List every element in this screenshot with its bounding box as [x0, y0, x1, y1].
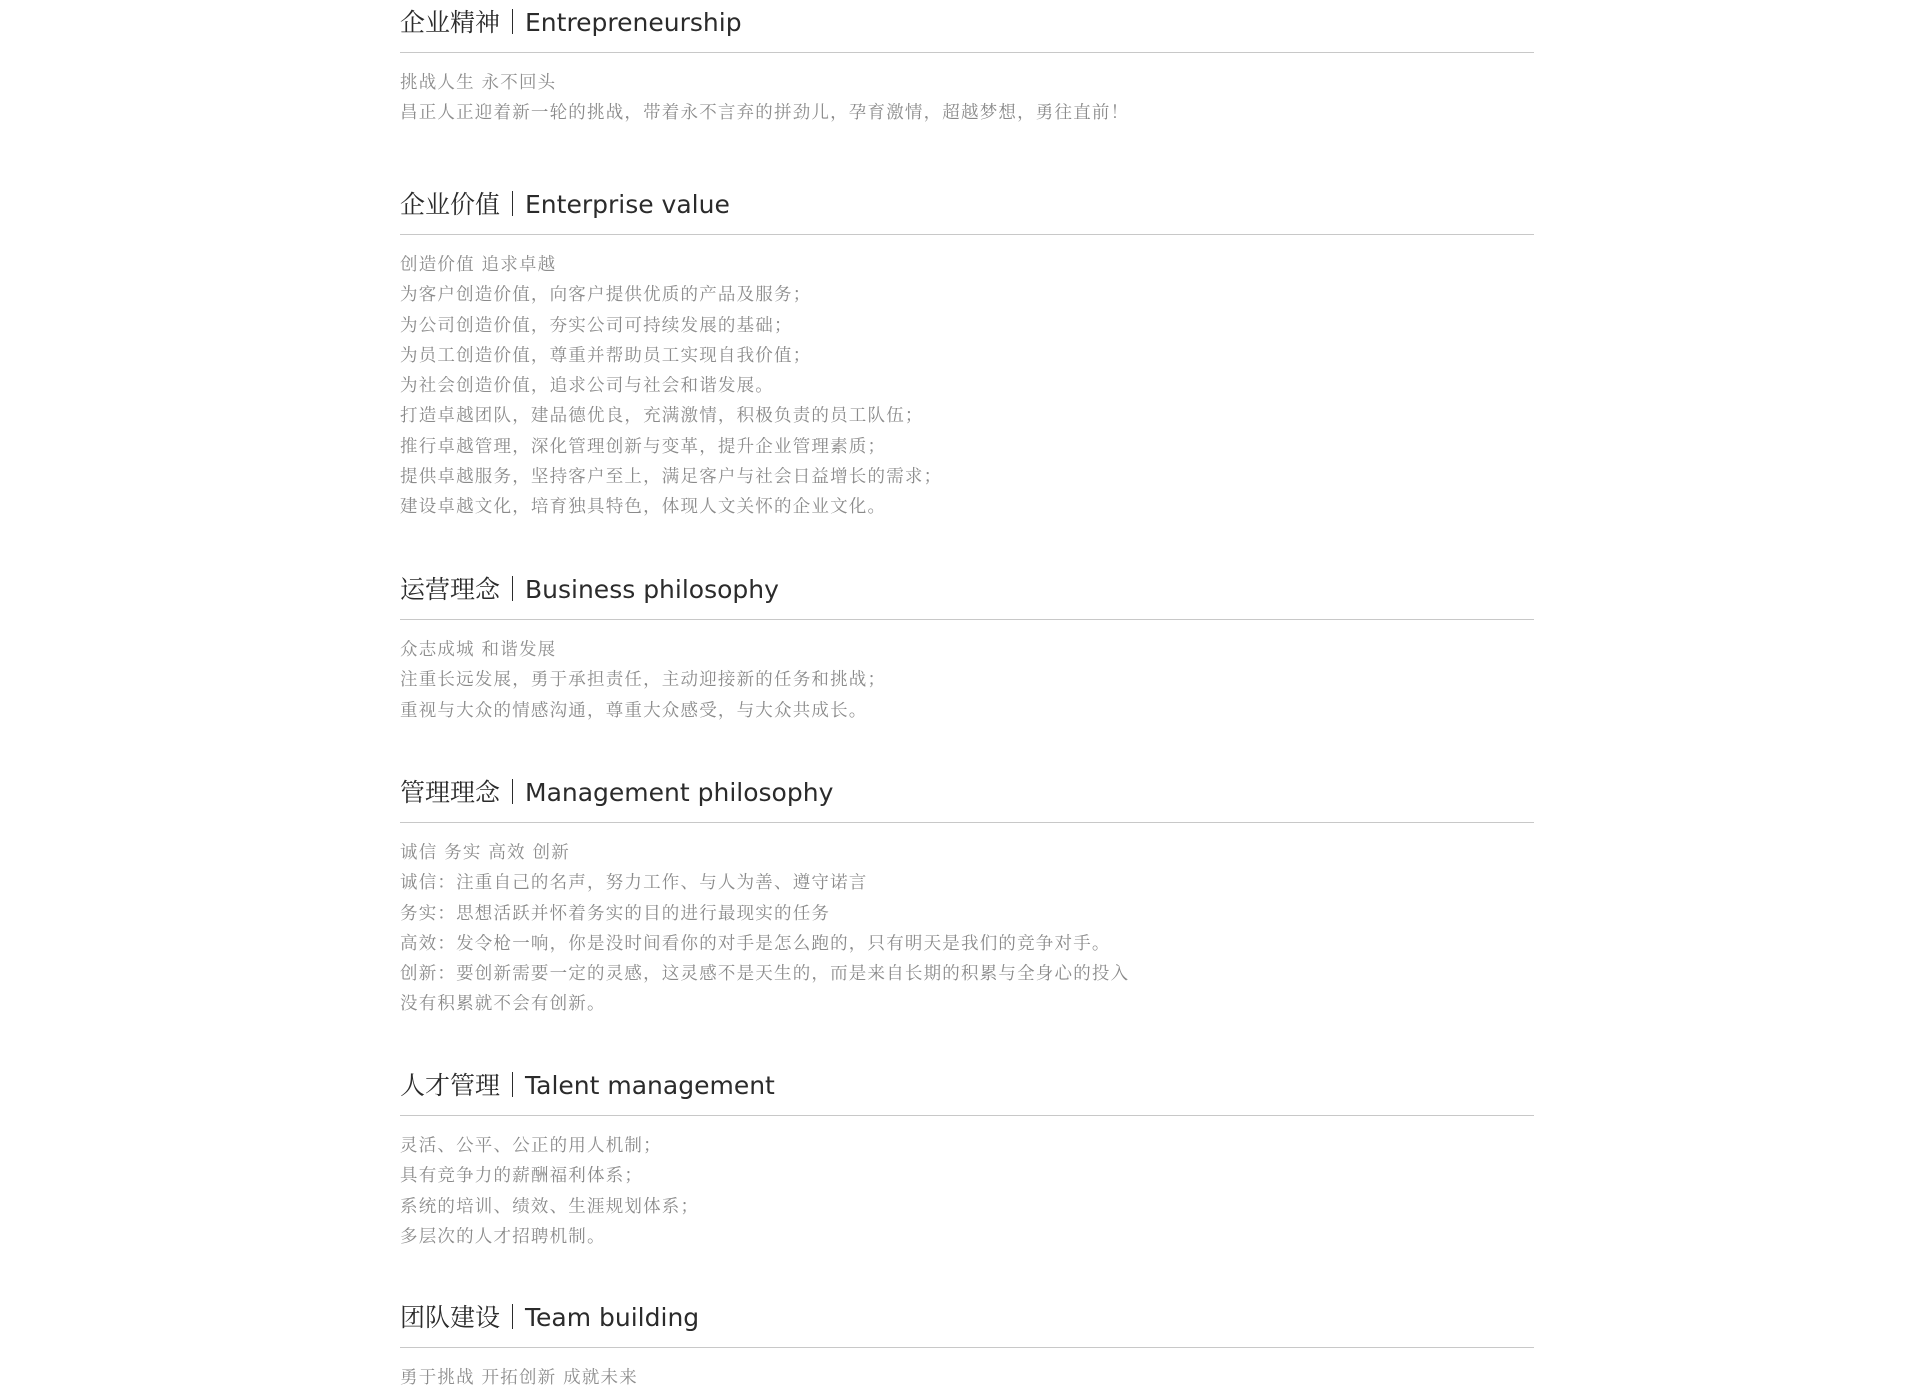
section-title: 运营理念｜Business philosophy	[400, 575, 779, 604]
body-line: 为社会创造价值，追求公司与社会和谐发展。	[400, 376, 774, 397]
section-team-building	[400, 1295, 1534, 1393]
section-body	[400, 1131, 1534, 1252]
body-line: 为客户创造价值，向客户提供优质的产品及服务；	[400, 285, 812, 306]
section-motto: 挑战人生 永不回头	[400, 73, 557, 93]
body-line: 建设卓越文化，培育独具特色，体现人文关怀的企业文化。	[400, 497, 887, 518]
section-header	[400, 1295, 1534, 1348]
section-title: 企业精神｜Entrepreneurship	[400, 8, 742, 37]
body-line: 高效：发令枪一响，你是没时间看你的对手是怎么跑的，只有明天是我们的竞争对手。	[400, 933, 1111, 954]
body-line: 昌正人正迎着新一轮的挑战，带着永不言弃的拼劲儿，孕育激情，超越梦想，勇往直前！	[400, 103, 1130, 124]
section-title: 人才管理｜Talent management	[400, 1071, 775, 1100]
section-enterprise-value	[400, 182, 1534, 523]
body-line: 推行卓越管理，深化管理创新与变革，提升企业管理素质；	[400, 436, 887, 457]
section-management-philosophy	[400, 770, 1534, 1020]
section-business-philosophy	[400, 567, 1534, 726]
body-line: 具有竞争力的薪酬福利体系；	[400, 1166, 644, 1187]
section-header	[400, 0, 1534, 53]
body-line: 多层次的人才招聘机制。	[400, 1226, 606, 1247]
section-title: 企业价值｜Enterprise value	[400, 190, 730, 219]
section-talent-management	[400, 1063, 1534, 1252]
body-line: 务实：思想活跃并怀着务实的目的进行最现实的任务	[400, 903, 831, 924]
body-line: 灵活、公平、公正的用人机制；	[400, 1136, 662, 1156]
body-line: 为公司创造价值，夯实公司可持续发展的基础；	[400, 315, 793, 336]
body-line: 创新：要创新需要一定的灵感，这灵感不是天生的，而是来自长期的积累与全身心的投入	[400, 964, 1130, 985]
body-line: 重视与大众的情感沟通，尊重大众感受，与大众共成长。	[400, 700, 868, 721]
body-line: 诚信：注重自己的名声，努力工作、与人为善、遵守诺言	[400, 873, 868, 894]
section-body	[400, 635, 1534, 726]
section-motto: 创造价值 追求卓越	[400, 255, 557, 275]
body-line: 打造卓越团队，建品德优良，充满激情，积极负责的员工队伍；	[400, 406, 924, 427]
section-body	[400, 68, 1534, 129]
section-header	[400, 182, 1534, 235]
section-motto: 众志成城 和谐发展	[400, 640, 557, 660]
section-body	[400, 1363, 1534, 1393]
body-line: 没有积累就不会有创新。	[400, 994, 606, 1015]
section-title: 团队建设｜Team building	[400, 1303, 700, 1332]
section-body	[400, 250, 1534, 523]
section-motto: 勇于挑战 开拓创新 成就未来	[400, 1368, 638, 1388]
section-body	[400, 838, 1534, 1020]
section-motto: 诚信 务实 高效 创新	[400, 843, 570, 863]
section-header	[400, 1063, 1534, 1116]
section-title: 管理理念｜Management philosophy	[400, 778, 834, 807]
body-line: 提供卓越服务，坚持客户至上，满足客户与社会日益增长的需求；	[400, 467, 943, 488]
body-line: 系统的培训、绩效、生涯规划体系；	[400, 1196, 700, 1217]
body-line: 为员工创造价值，尊重并帮助员工实现自我价值；	[400, 345, 812, 366]
section-entrepreneurship	[400, 0, 1534, 129]
section-header	[400, 567, 1534, 620]
section-header	[400, 770, 1534, 823]
body-line: 注重长远发展，勇于承担责任，主动迎接新的任务和挑战；	[400, 670, 887, 691]
